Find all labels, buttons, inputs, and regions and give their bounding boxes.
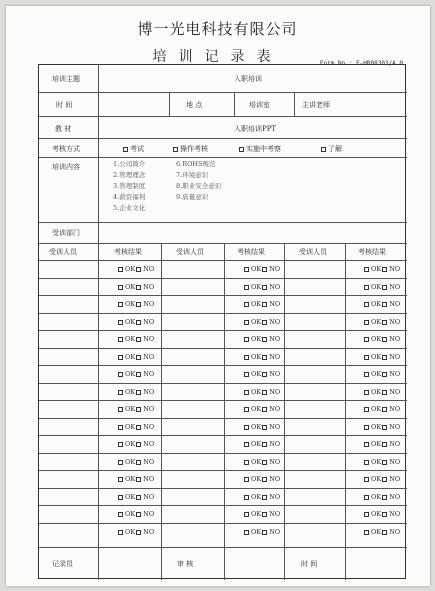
checkbox-icon <box>244 460 249 465</box>
ok-label: OK <box>251 265 262 273</box>
no-label: NO <box>389 352 401 361</box>
ok-label: OK <box>371 510 382 518</box>
result-ok-no-option[interactable] <box>364 440 400 448</box>
result-ok-no-option[interactable] <box>244 423 280 431</box>
no-label: NO <box>389 370 401 378</box>
topic-value[interactable]: 入职培训 <box>234 75 262 83</box>
reviewer-label: 审 核 <box>177 560 194 568</box>
checkbox-icon <box>262 460 267 465</box>
result-ok-no-option[interactable] <box>364 458 400 466</box>
result-ok-no-option[interactable] <box>118 353 154 361</box>
result-ok-no-option[interactable] <box>118 528 154 536</box>
no-label: NO <box>143 352 155 361</box>
checkbox-icon <box>364 372 369 377</box>
no-label: NO <box>269 282 281 291</box>
checkbox-icon <box>244 302 249 307</box>
checkbox-icon <box>244 495 249 500</box>
checkbox-icon <box>118 477 123 482</box>
checkbox-icon <box>262 495 267 500</box>
ok-label: OK <box>125 300 136 308</box>
checkbox-icon <box>136 407 141 412</box>
checkbox-icon <box>321 147 326 152</box>
no-label: NO <box>389 265 401 273</box>
ok-label: OK <box>251 370 262 378</box>
checkbox-icon <box>262 477 267 482</box>
list-item: 6.ROHS规范 <box>176 160 216 168</box>
result-ok-no-option[interactable] <box>364 335 400 343</box>
checkbox-icon <box>244 407 249 412</box>
result-ok-no-option[interactable] <box>118 510 154 518</box>
no-label: NO <box>143 300 155 308</box>
column-header: 受训人员 <box>176 248 204 256</box>
checkbox-icon <box>382 320 387 325</box>
ok-label: OK <box>125 352 136 361</box>
checkbox-icon <box>382 337 387 342</box>
checkbox-icon <box>136 267 141 272</box>
list-item: 1.公司简介 <box>113 160 146 168</box>
checkbox-icon <box>118 285 123 290</box>
checkbox-icon <box>136 302 141 307</box>
checkbox-icon <box>136 390 141 395</box>
training-record-grid <box>38 64 406 579</box>
checkbox-icon <box>364 495 369 500</box>
checkbox-icon <box>364 320 369 325</box>
checkbox-icon <box>382 460 387 465</box>
result-ok-no-option[interactable] <box>244 458 280 466</box>
ok-label: OK <box>125 265 136 273</box>
no-label: NO <box>389 405 401 413</box>
ok-label: OK <box>125 405 136 413</box>
no-label: NO <box>143 335 155 343</box>
checkbox-icon <box>382 355 387 360</box>
ok-label: OK <box>371 352 382 361</box>
no-label: NO <box>269 265 281 273</box>
ok-label: OK <box>371 422 382 431</box>
checkbox-icon <box>364 407 369 412</box>
no-label: NO <box>143 317 155 326</box>
checkbox-icon <box>118 267 123 272</box>
result-ok-no-option[interactable] <box>364 510 400 518</box>
no-label: NO <box>389 440 401 448</box>
no-label: NO <box>269 405 281 413</box>
checkbox-icon <box>244 267 249 272</box>
no-label: NO <box>143 510 155 518</box>
result-ok-no-option[interactable] <box>244 370 280 378</box>
ok-label: OK <box>371 475 382 483</box>
form-number: Form No.: F-HR08303/A.0 <box>319 60 403 67</box>
checkbox-icon <box>262 425 267 430</box>
checkbox-icon <box>136 495 141 500</box>
result-ok-no-option[interactable] <box>364 283 400 291</box>
result-ok-no-option[interactable] <box>364 300 400 308</box>
checkbox-icon <box>262 372 267 377</box>
result-ok-no-option[interactable] <box>244 265 280 273</box>
no-label: NO <box>143 440 155 448</box>
checkbox-icon <box>382 512 387 517</box>
checkbox-icon <box>262 355 267 360</box>
no-label: NO <box>389 300 401 308</box>
checkbox-icon <box>118 355 123 360</box>
result-ok-no-option[interactable] <box>118 405 154 413</box>
checkbox-icon <box>118 302 123 307</box>
checkbox-icon <box>382 390 387 395</box>
ok-label: OK <box>371 492 382 501</box>
no-label: NO <box>143 282 155 291</box>
column-header: 受训人员 <box>299 248 327 256</box>
result-ok-no-option[interactable] <box>118 335 154 343</box>
result-ok-no-option[interactable] <box>118 475 154 483</box>
ok-label: OK <box>125 422 136 431</box>
result-ok-no-option[interactable] <box>244 493 280 501</box>
checkbox-icon <box>262 407 267 412</box>
checkbox-icon <box>118 390 123 395</box>
ok-label: OK <box>251 475 262 483</box>
ok-label: OK <box>125 457 136 466</box>
checkbox-icon <box>244 425 249 430</box>
ok-label: OK <box>251 510 262 518</box>
no-label: NO <box>389 457 401 466</box>
checkbox-icon <box>136 477 141 482</box>
material-label: 教 材 <box>55 125 72 133</box>
recorder-label: 记录员 <box>52 560 73 568</box>
checkbox-icon <box>262 267 267 272</box>
no-label: NO <box>143 405 155 413</box>
column-header: 考核结果 <box>237 248 265 256</box>
no-label: NO <box>269 492 281 501</box>
checkbox-icon <box>364 285 369 290</box>
no-label: NO <box>389 335 401 343</box>
no-label: NO <box>269 352 281 361</box>
checkbox-icon <box>136 425 141 430</box>
checkbox-icon <box>244 442 249 447</box>
list-item: 2.管理理念 <box>113 171 146 179</box>
content-list-right <box>176 159 221 203</box>
checkbox-icon <box>136 337 141 342</box>
checkbox-icon <box>136 530 141 535</box>
time-label: 时 间 <box>56 101 73 109</box>
checkbox-icon <box>382 302 387 307</box>
checkbox-icon <box>136 355 141 360</box>
result-ok-no-option[interactable] <box>244 528 280 536</box>
result-ok-no-option[interactable] <box>364 265 400 273</box>
no-label: NO <box>389 422 401 431</box>
result-ok-no-option[interactable] <box>244 335 280 343</box>
no-label: NO <box>143 370 155 378</box>
ok-label: OK <box>125 440 136 448</box>
no-label: NO <box>143 387 155 396</box>
checkbox-icon <box>262 390 267 395</box>
checkbox-icon <box>262 442 267 447</box>
checkbox-icon <box>244 320 249 325</box>
list-item: 8.职业安全意识 <box>176 182 222 190</box>
list-item: 7.环境意识 <box>176 171 209 179</box>
result-ok-no-option[interactable] <box>244 353 280 361</box>
checkbox-icon <box>262 512 267 517</box>
result-ok-no-option[interactable] <box>118 423 154 431</box>
no-label: NO <box>269 387 281 396</box>
ok-label: OK <box>125 317 136 326</box>
no-label: NO <box>143 527 155 536</box>
checkbox-icon <box>364 267 369 272</box>
checkbox-icon <box>136 442 141 447</box>
no-label: NO <box>389 510 401 518</box>
checkbox-icon <box>382 530 387 535</box>
ok-label: OK <box>251 352 262 361</box>
no-label: NO <box>269 300 281 308</box>
ok-label: OK <box>251 300 262 308</box>
checkbox-icon <box>118 495 123 500</box>
checkbox-icon <box>118 460 123 465</box>
list-item: 4.薪资福利 <box>113 193 146 201</box>
checkbox-icon <box>382 407 387 412</box>
no-label: NO <box>389 282 401 291</box>
checkbox-icon <box>382 495 387 500</box>
column-header: 受训人员 <box>49 248 77 256</box>
ok-label: OK <box>125 282 136 291</box>
checkbox-icon <box>244 530 249 535</box>
checkbox-icon <box>382 372 387 377</box>
ok-label: OK <box>125 510 136 518</box>
checkbox-icon <box>244 337 249 342</box>
no-label: NO <box>269 510 281 518</box>
no-label: NO <box>269 527 281 536</box>
checkbox-icon <box>244 285 249 290</box>
result-ok-no-option[interactable] <box>118 283 154 291</box>
ok-label: OK <box>125 492 136 501</box>
no-label: NO <box>269 335 281 343</box>
company-name: 博一光电科技有限公司 <box>137 20 298 38</box>
no-label: NO <box>389 475 401 483</box>
ok-label: OK <box>371 527 382 536</box>
checkbox-icon <box>136 285 141 290</box>
result-ok-no-option[interactable] <box>118 318 154 326</box>
ok-label: OK <box>251 335 262 343</box>
result-ok-no-option[interactable] <box>364 318 400 326</box>
ok-label: OK <box>125 370 136 378</box>
no-label: NO <box>143 265 155 273</box>
checkbox-icon <box>382 267 387 272</box>
ok-label: OK <box>251 457 262 466</box>
method-operation-option[interactable]: 操作考核 <box>173 144 208 154</box>
method-understand-option[interactable]: 了解 <box>321 144 342 154</box>
checkbox-icon <box>118 372 123 377</box>
checkbox-icon <box>244 512 249 517</box>
ok-label: OK <box>371 335 382 343</box>
checkbox-icon <box>123 147 128 152</box>
list-item: 3.管理制度 <box>113 182 146 190</box>
checkbox-icon <box>364 530 369 535</box>
ok-label: OK <box>371 387 382 396</box>
result-ok-no-option[interactable] <box>118 370 154 378</box>
ok-label: OK <box>251 282 262 291</box>
content-label: 培训内容 <box>52 163 80 171</box>
ok-label: OK <box>251 422 262 431</box>
no-label: NO <box>143 422 155 431</box>
ok-label: OK <box>371 457 382 466</box>
no-label: NO <box>269 422 281 431</box>
ok-label: OK <box>371 405 382 413</box>
result-ok-no-option[interactable] <box>244 475 280 483</box>
ok-label: OK <box>125 387 136 396</box>
checkbox-icon <box>239 147 244 152</box>
ok-label: OK <box>251 405 262 413</box>
method-exam-option[interactable]: 考试 <box>123 144 144 154</box>
checkbox-icon <box>244 390 249 395</box>
ok-label: OK <box>251 440 262 448</box>
location-value[interactable]: 培训室 <box>249 101 270 109</box>
checkbox-icon <box>118 337 123 342</box>
content-list-left <box>113 159 145 214</box>
ok-label: OK <box>251 387 262 396</box>
result-ok-no-option[interactable] <box>118 265 154 273</box>
no-label: NO <box>143 457 155 466</box>
list-item: 9.质量意识 <box>176 193 209 201</box>
result-ok-no-option[interactable] <box>364 493 400 501</box>
checkbox-icon <box>364 302 369 307</box>
ok-label: OK <box>125 475 136 483</box>
checkbox-icon <box>382 477 387 482</box>
checkbox-icon <box>244 477 249 482</box>
checkbox-icon <box>262 337 267 342</box>
checkbox-icon <box>136 460 141 465</box>
result-ok-no-option[interactable] <box>244 388 280 396</box>
checkbox-icon <box>262 320 267 325</box>
no-label: NO <box>269 440 281 448</box>
result-ok-no-option[interactable] <box>118 440 154 448</box>
result-ok-no-option[interactable] <box>244 300 280 308</box>
checkbox-icon <box>364 390 369 395</box>
result-ok-no-option[interactable] <box>364 528 400 536</box>
checkbox-icon <box>118 407 123 412</box>
checkbox-icon <box>262 302 267 307</box>
footer-time-label: 时 间 <box>301 560 318 568</box>
checkbox-icon <box>118 442 123 447</box>
no-label: NO <box>269 370 281 378</box>
no-label: NO <box>269 317 281 326</box>
ok-label: OK <box>371 370 382 378</box>
checkbox-icon <box>136 512 141 517</box>
checkbox-icon <box>364 460 369 465</box>
lecturer-label: 主讲老师 <box>302 101 330 109</box>
checkbox-icon <box>364 355 369 360</box>
checkbox-icon <box>136 372 141 377</box>
no-label: NO <box>143 475 155 483</box>
form-title: 培训记录表 <box>152 49 283 65</box>
checkbox-icon <box>262 530 267 535</box>
location-label: 地 点 <box>186 101 203 109</box>
result-ok-no-option[interactable] <box>244 318 280 326</box>
checkbox-icon <box>173 147 178 152</box>
ok-label: OK <box>371 265 382 273</box>
checkbox-icon <box>118 512 123 517</box>
result-ok-no-option[interactable] <box>244 405 280 413</box>
checkbox-icon <box>364 512 369 517</box>
result-ok-no-option[interactable] <box>118 300 154 308</box>
method-label: 考核方式 <box>52 145 80 153</box>
checkbox-icon <box>118 425 123 430</box>
ok-label: OK <box>371 282 382 291</box>
result-ok-no-option[interactable] <box>364 370 400 378</box>
list-item: 5.企业文化 <box>113 204 146 212</box>
ok-label: OK <box>125 335 136 343</box>
checkbox-icon <box>244 372 249 377</box>
checkbox-icon <box>364 425 369 430</box>
checkbox-icon <box>382 442 387 447</box>
ok-label: OK <box>251 317 262 326</box>
checkbox-icon <box>118 320 123 325</box>
no-label: NO <box>389 527 401 536</box>
ok-label: OK <box>371 300 382 308</box>
result-ok-no-option[interactable] <box>118 388 154 396</box>
checkbox-icon <box>262 285 267 290</box>
ok-label: OK <box>251 527 262 536</box>
result-ok-no-option[interactable] <box>364 388 400 396</box>
no-label: NO <box>389 387 401 396</box>
checkbox-icon <box>364 477 369 482</box>
result-ok-no-option[interactable] <box>364 475 400 483</box>
no-label: NO <box>269 475 281 483</box>
ok-label: OK <box>125 527 136 536</box>
checkbox-icon <box>244 355 249 360</box>
checkbox-icon <box>118 530 123 535</box>
no-label: NO <box>269 457 281 466</box>
checkbox-icon <box>364 337 369 342</box>
result-ok-no-option[interactable] <box>118 458 154 466</box>
ok-label: OK <box>371 440 382 448</box>
ok-label: OK <box>371 317 382 326</box>
checkbox-icon <box>364 442 369 447</box>
checkbox-icon <box>382 285 387 290</box>
column-header: 考核结果 <box>114 248 142 256</box>
material-value[interactable]: 入职培训PPT <box>234 125 277 133</box>
checkbox-icon <box>136 320 141 325</box>
no-label: NO <box>389 492 401 501</box>
topic-label: 培训主题 <box>52 75 80 83</box>
method-observation-option[interactable]: 实施中考察 <box>239 144 281 154</box>
checkbox-icon <box>382 425 387 430</box>
result-ok-no-option[interactable] <box>364 353 400 361</box>
no-label: NO <box>389 317 401 326</box>
result-ok-no-option[interactable] <box>118 493 154 501</box>
department-label: 受训部门 <box>52 229 80 237</box>
result-ok-no-option[interactable] <box>364 423 400 431</box>
no-label: NO <box>143 492 155 501</box>
ok-label: OK <box>251 492 262 501</box>
result-ok-no-option[interactable] <box>364 405 400 413</box>
column-header: 考核结果 <box>358 248 386 256</box>
result-ok-no-option[interactable] <box>244 283 280 291</box>
result-ok-no-option[interactable] <box>244 510 280 518</box>
result-ok-no-option[interactable] <box>244 440 280 448</box>
